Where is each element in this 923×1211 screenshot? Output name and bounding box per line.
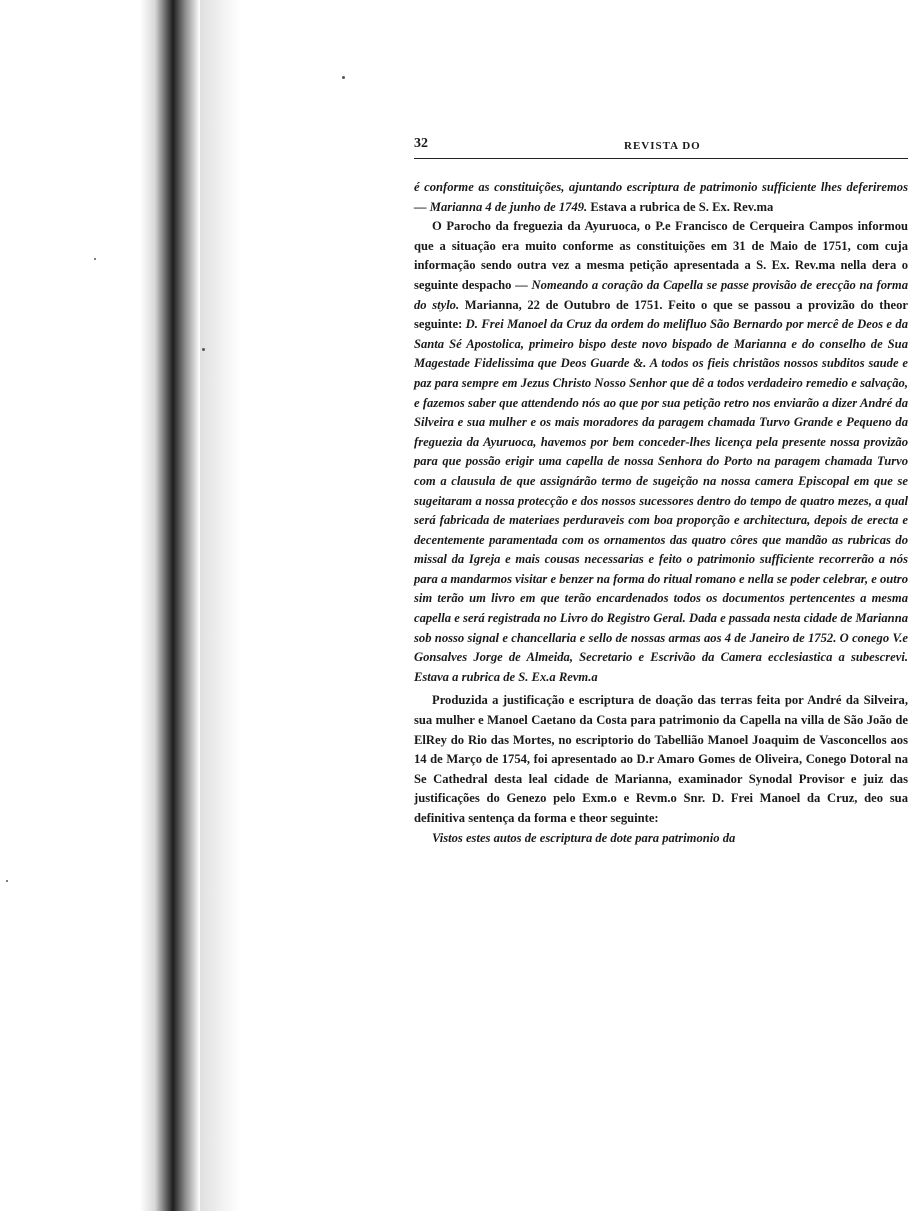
running-title: REVISTA DO (624, 140, 701, 152)
page-header (414, 136, 908, 159)
paper-speck (94, 258, 96, 260)
paper-speck (342, 76, 345, 79)
paragraph-4 (414, 829, 908, 849)
paragraph-2 (414, 217, 908, 687)
gutter-shadow (200, 0, 240, 1211)
page-body (414, 178, 908, 848)
italic-text: Vistos estes autos de escriptura de dote para patrimonio da (432, 830, 736, 845)
paragraph-3: Produzida a justificação e escriptura de doação das terras feita por André da Silveira, sua mulher e Manoel Caetano da Costa para patrimonio da Capella na villa de São João de ElRey do Rio das Mortes, no escriptorio do Tabellião Manoel Joaquim de Vasconcellos aos 14 de Março de 1754, foi apresentado ao D.r Amaro Gomes de Oliveira, Conego Dotoral na Se Cathedral desta leal cidade de Marianna, examinador Synodal Provisor e juiz das justificações do Genezo pelo Exm.o e Revm.o Snr. D. Frei Manoel da Cruz, deo sua definitiva sentença da forma e theor seguinte: (414, 693, 908, 825)
paper-speck (202, 348, 205, 351)
paragraph-text: O Parocho da freguezia da Ayuruoca, o P.e Francisco de Cerqueira Campos informou que a situação era muito conforme as constituições em 31 de Maio de 1751, com cuja informação sendo outra vez a mesma petição apresentada a S. Ex. Rev.ma nella dera o seguinte despacho — (414, 219, 908, 292)
despacho-text: Nomeando a coração da Capella se passe provisão de erecção na forma do stylo. (414, 277, 908, 312)
paper-speck (6, 880, 8, 882)
page-number: 32 (414, 136, 428, 151)
book-binding-shadow (140, 0, 200, 1211)
italic-text: é conforme as constituições, ajuntando escriptura de patrimonio sufficiente lhes deferiremos — Marianna 4 de junho de 1749. (414, 180, 908, 214)
paragraph-text: Estava a rubrica de S. Ex. Rev.ma (587, 199, 774, 214)
provisao-text: D. Frei Manoel da Cruz da ordem do melifluo São Bernardo por mercê de Deos e da Santa Sé Apostolica, primeiro bispo deste novo bispado de Marianna e do conselho de Sua Magestade Fidelissima que Deos Guarde &. A todos os fieis christãos nossos subditos saude e paz para sempre em Jezus Christo Nosso Senhor que dê a todos verdadeiro remedio e salvação, e fazemos saber que attendendo nós ao que por sua petição retro nos enviarão a dizer André da Silveira e sua mulher e os mais moradores da paragem chamada Turvo Grande e Pequeno da freguezia da Ayuruoca, havemos por bem conceder-lhes licença pela presente nossa provizão para que possão erigir uma capella de nossa Senhora do Porto na paragem chamada Turvo com a clausula de que assignárão termo de sugeição na nossa camera Episcopal em que se sugeitaram a nossa protecção e dos nossos sucessores dentro do tempo de quatro mezes, a qual será fabricada de materiaes perduraveis com boa proporção e architectura, depois de erecta e decentemente paramentada com os ornamentos das quatro côres que mandão as rubricas do missal da Igreja e mais cousas necessarias e feito o patrimonio sufficiente recorrerão a nós para a mandarmos visitar e benzer na forma do ritual romano e nella se poder celebrar, e outro sim terão um livro em que terão encardenados todos os documentos pertencentes a mesma capella e será registrada no Livro do Registro Geral. Dada e passada nesta cidade de Marianna sob nosso signal e chancellaria e sello de nossas armas aos 4 de Janeiro de 1752. O conego V.e Gonsalves Jorge de Almeida, Secretario e Escrivão da Camera ecclesiastica a subescrevi. Estava a rubrica de S. Ex.a Revm.a (414, 317, 908, 684)
paragraph-text: Marianna, 22 de Outubro de 1751. Feito o que se passou a provizão do theor seguinte: (414, 297, 908, 332)
paragraph-1 (414, 178, 908, 217)
